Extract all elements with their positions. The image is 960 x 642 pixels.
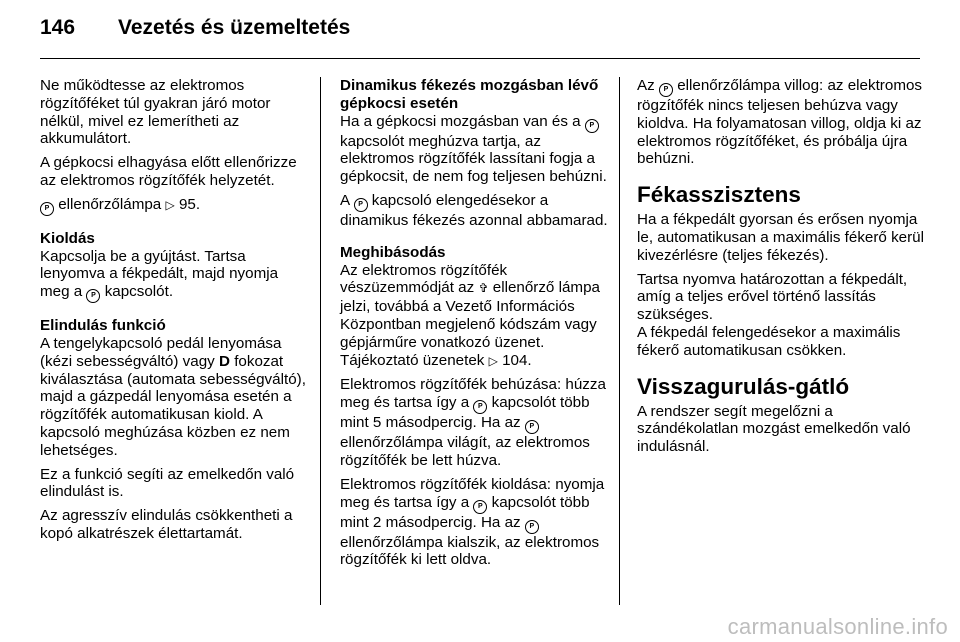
column-2 [340,77,615,575]
page-header [40,16,350,48]
paragraph-text: ellenőrzőlámpa világít, az elektromos rögzítőfék be lett húzva. [340,434,590,469]
page-reference: 104. [502,351,532,369]
paragraph-text: A [340,191,350,209]
heading-fekasszisztens: Fékasszisztens [637,182,801,208]
parking-brake-icon: P [525,520,539,534]
paragraph-text: Az elektromos rögzítőfék vészüzemmódját az [340,261,508,297]
parking-brake-icon: P [659,83,673,97]
parking-brake-icon: P [473,500,487,514]
header-divider [40,58,920,59]
paragraph [340,262,615,371]
paragraph-text: Az [637,77,655,94]
paragraph-text: ellenőrzőlámpa [58,195,162,213]
heading-visszagurulas: Visszagurulás-gátló [637,373,850,399]
paragraph: A rendszer segít megelőzni a szándékolatlan mozgást emelkedőn való indulásnál. [637,402,911,456]
paragraph-text: kapcsolót meghúzva tartja, az elektromos rögzítőfék lassítani fogja a gépkocsit, de nem fog teljesen behúzni. [340,132,607,186]
paragraph-text: kapcsolót. [104,283,174,301]
paragraph: A gépkocsi elhagyása előtt ellenőrizze az elektromos rögzítőfék helyzetét. [40,154,297,189]
heading-dinamikus: Dinamikus fékezés mozgásban lévő gépkocsi esetén [340,77,599,112]
page-number: 146 [40,16,76,39]
paragraph: Ez a funkció segíti az emelkedőn való elindulást is. [40,465,295,501]
paragraph [340,192,615,230]
paragraph: A fékpedál felengedésekor a maximális fékerő automatikusan csökken. [637,323,901,359]
paragraph [340,376,615,469]
paragraph-text: kapcsolót több mint 5 másodpercig. Ha az [340,394,590,432]
chapter-title: Vezetés és üzemeltetés [118,16,351,39]
parking-brake-icon: P [86,289,100,303]
paragraph [40,196,308,216]
heading-meghibasodas: Meghibásodás [340,243,446,261]
parking-brake-icon: P [585,119,599,133]
service-indicator-icon: ✞ [478,281,489,296]
page-reference-arrow-icon: ▷ [488,353,498,368]
paragraph [340,113,615,186]
heading-kioldas: Kioldás [40,229,95,247]
paragraph: Tartsa nyomva határozottan a fékpedált, amíg a teljes erővel történő lassítás szükséges. [637,270,908,324]
parking-brake-icon: P [525,420,539,434]
paragraph-text: kapcsolót több mint 2 másodpercig. Ha az [340,493,590,531]
column-divider [619,77,620,605]
paragraph-text: ellenőrző lámpa jelzi, továbbá a Vezető Információs Központban megjelenő kódszám vagy gépjárműre vonatkozó üzenet. Tájékoztató üzenetek [340,279,600,369]
paragraph [637,77,937,168]
paragraph-text: Kapcsolja be a gyújtást. Tartsa lenyomva a fékpedált, majd nyomja meg a [40,247,279,301]
column-3 [637,77,937,462]
heading-elindulas: Elindulás funkció [40,317,166,335]
paragraph-text: Elektromos rögzítőfék kioldása: nyomja meg és tartsa így a [340,475,605,511]
paragraph [40,335,308,460]
paragraph: Az agresszív elindulás csökkentheti a kopó alkatrészek élettartamát. [40,507,293,542]
watermark: carmanualsonline.info [727,614,948,639]
parking-brake-icon: P [354,198,368,212]
paragraph-text: kapcsoló elengedésekor a dinamikus fékezés azonnal abbamarad. [340,191,608,229]
paragraph-text: fokozat kiválasztása (automata sebességváltó), majd a gázpedál lenyomása esetén a rögzítőfék automatikusan kiold. A kapcsoló meghúzása közben ez nem lehetséges. [40,352,306,459]
paragraph-text: ellenőrzőlámpa kialszik, az elektromos rögzítőfék ki lett oldva. [340,533,600,569]
column-divider [320,77,321,605]
paragraph: Ne működtesse az elektromos rögzítőféket túl gyakran járó motor nélkül, mivel ez lemerítheti az akkumulátort. [40,77,271,148]
paragraph: Ha a fékpedált gyorsan és erősen nyomja le, automatikusan a maximális fékerő kerül kivezérlésre (teljes fékezés). [637,211,924,264]
page-reference-arrow-icon: ▷ [165,197,175,212]
paragraph [340,476,615,569]
paragraph [40,248,308,304]
paragraph-text: A tengelykapcsoló pedál lenyomása (kézi sebességváltó) vagy [40,334,282,370]
column-1 [40,77,308,549]
paragraph-text: ellenőrzőlámpa villog: az elektromos rögzítőfék nincs teljesen behúzva vagy kioldva. Ha folyamatosan villog, oldja ki az elektromos rögzítőféket, és próbálja újra behúzni. [637,77,923,168]
paragraph-text: Elektromos rögzítőfék behúzása: húzza meg és tartsa így a [340,376,606,412]
page-reference: 95. [178,195,201,213]
gear-d-label: D [218,352,230,370]
parking-brake-icon: P [473,400,487,414]
paragraph-text: Ha a gépkocsi mozgásban van és a [340,112,581,130]
parking-brake-icon: P [40,202,54,216]
